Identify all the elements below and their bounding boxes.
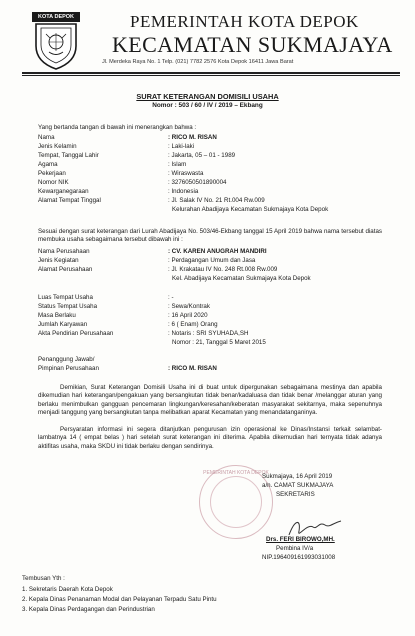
letter-title: SURAT KETERANGAN DOMISILI USAHA bbox=[136, 92, 279, 101]
field-value: : Indonesia bbox=[168, 188, 199, 195]
field-label: Luas Tempat Usaha bbox=[38, 294, 93, 301]
signature-role: a/n. CAMAT SUKMAJAYA bbox=[262, 482, 334, 489]
header-rule-thin bbox=[22, 75, 400, 76]
stamp-text: PEMERINTAH KOTA DEPOK bbox=[203, 470, 269, 476]
field-label: Jenis Kelamin bbox=[38, 143, 77, 150]
paragraph-requirements: Persyaratan informasi ini segera ditanjutkan pengurusan izin operasional ke Dinas/Instansi terkait selambat-lambatnya 14 ( empat belas ) hari setelah surat keterangan ini diterima. Apabila dikemudian hari ternyata tidak adanya aktifitas usaha, maka SKDU ini tidak berlaku dengan sendirinya. bbox=[38, 426, 382, 450]
field-value: : Perdagangan Umum dan Jasa bbox=[168, 257, 256, 264]
cc-item: 1. Sekretaris Daerah Kota Depok bbox=[22, 586, 113, 593]
signatory-name: Drs. FERI BIROWO,MH. bbox=[266, 536, 335, 543]
office-address: Jl. Merdeka Raya No. 1 Telp. (021) 7782 2576 Kota Depok 16411 Jawa Barat bbox=[102, 59, 294, 65]
field-value-continued: Nomor : 21, Tanggal 5 Maret 2015 bbox=[172, 339, 266, 346]
field-value: : Notaris : SRI SYUHADA,SH bbox=[168, 330, 249, 337]
field-value: : Jl. Krakatau IV No. 248 Rt.008 Rw.009 bbox=[168, 266, 278, 273]
field-label: Pekerjaan bbox=[38, 170, 66, 177]
field-value: : CV. KAREN ANUGRAH MANDIRI bbox=[168, 248, 267, 255]
paragraph-declaration: Demikian, Surat Keterangan Domisili Usaha ini di buat untuk dipergunakan sebagaimana mestinya dan apabila dikemudian hari keterangan/pengakuan yang bersangkutan tidak benar/kadaluasa dan tidak benar /melanggar aturan yang berlaku menimbulkan gangguan pencemaran lingkungan/keresahan/keberatan masyarakat sekitarnya, maka sepenuhnya menjadi tanggung yang bersangkutan tanpa melibatkan aparat Kecamatan yang menandatanganinya. bbox=[38, 384, 382, 417]
field-label: Tempat, Tanggal Lahir bbox=[38, 152, 99, 159]
field-value: : Sewa/Kontrak bbox=[168, 303, 210, 310]
field-label: Status Tempat Usaha bbox=[38, 303, 98, 310]
stamp-inner-ring bbox=[210, 476, 262, 528]
field-label: Alamat Tempat Tinggal bbox=[38, 197, 101, 204]
field-value: : Laki-laki bbox=[168, 143, 195, 150]
field-label: Jumlah Karyawan bbox=[38, 321, 88, 328]
paragraph-reference: Sesuai dengan surat keterangan dari Lurah Abadijaya No. 503/46-Ekbang tanggal 15 April 2019 bahwa nama tersebut diatas membuka usaha sebagaimana tersebut dibawah ini : bbox=[38, 228, 382, 244]
city-crest-logo bbox=[32, 12, 80, 70]
field-value: : Wiraswasta bbox=[168, 170, 204, 177]
cc-item: 2. Kepala Dinas Penanaman Modal dan Pelayanan Terpadu Satu Pintu bbox=[22, 596, 217, 603]
cc-label: Tembusan Yth : bbox=[22, 575, 65, 582]
field-label: Masa Berlaku bbox=[38, 312, 76, 319]
government-name: PEMERINTAH KOTA DEPOK bbox=[130, 12, 359, 31]
field-label: Nomor NIK bbox=[38, 179, 69, 186]
logo-label: KOTA DEPOK bbox=[32, 12, 80, 22]
district-name: KECAMATAN SUKMAJAYA bbox=[112, 32, 393, 57]
signature-place-date: Sukmajaya, 16 April 2019 bbox=[262, 473, 333, 480]
field-value: : RICO M. RISAN bbox=[168, 134, 217, 141]
field-value: : Jl. Salak IV No. 21 Rt.004 Rw.009 bbox=[168, 197, 265, 204]
field-label: Akta Pendirian Perusahaan bbox=[38, 330, 114, 337]
field-value: : Islam bbox=[168, 161, 187, 168]
signature-role: SEKRETARIS bbox=[276, 491, 315, 498]
header-rule-thick bbox=[22, 72, 400, 74]
cc-item: 3. Kepala Dinas Perdagangan dan Perindustrian bbox=[22, 606, 155, 613]
letter-number: Nomor : 503 / 60 / IV / 2019 – Ekbang bbox=[152, 102, 263, 109]
signatory-rank: Pembina IV/a bbox=[276, 545, 314, 552]
field-value: : Jakarta, 05 – 01 - 1989 bbox=[168, 152, 236, 159]
signatory-nip: NIP.196409161993031008 bbox=[262, 554, 336, 561]
responsible-label: Penanggung Jawab/ bbox=[38, 356, 95, 363]
field-value-continued: Kelurahan Abadijaya Kecamatan Sukmajaya Kota Depok bbox=[172, 206, 329, 213]
field-label: Alamat Perusahaan bbox=[38, 266, 93, 273]
field-value: : 3276050501890004 bbox=[168, 179, 227, 186]
responsible-label: Pimpinan Perusahaan bbox=[38, 365, 99, 372]
field-label: Kewarganegaraan bbox=[38, 188, 89, 195]
responsible-value: : RICO M. RISAN bbox=[168, 365, 217, 372]
field-label: Nama Perusahaan bbox=[38, 248, 90, 255]
intro-text: Yang bertanda tangan di bawah ini menerangkan bahwa : bbox=[38, 124, 197, 131]
field-label: Jenis Kegiatan bbox=[38, 257, 79, 264]
field-value: : 16 April 2020 bbox=[168, 312, 208, 319]
field-value-continued: Kel. Abadijaya Kecamatan Sukmajaya Kota Depok bbox=[172, 275, 311, 282]
field-value: : 6 ( Enam) Orang bbox=[168, 321, 218, 328]
field-label: Nama bbox=[38, 134, 55, 141]
field-value: : - bbox=[168, 294, 174, 301]
field-label: Agama bbox=[38, 161, 58, 168]
